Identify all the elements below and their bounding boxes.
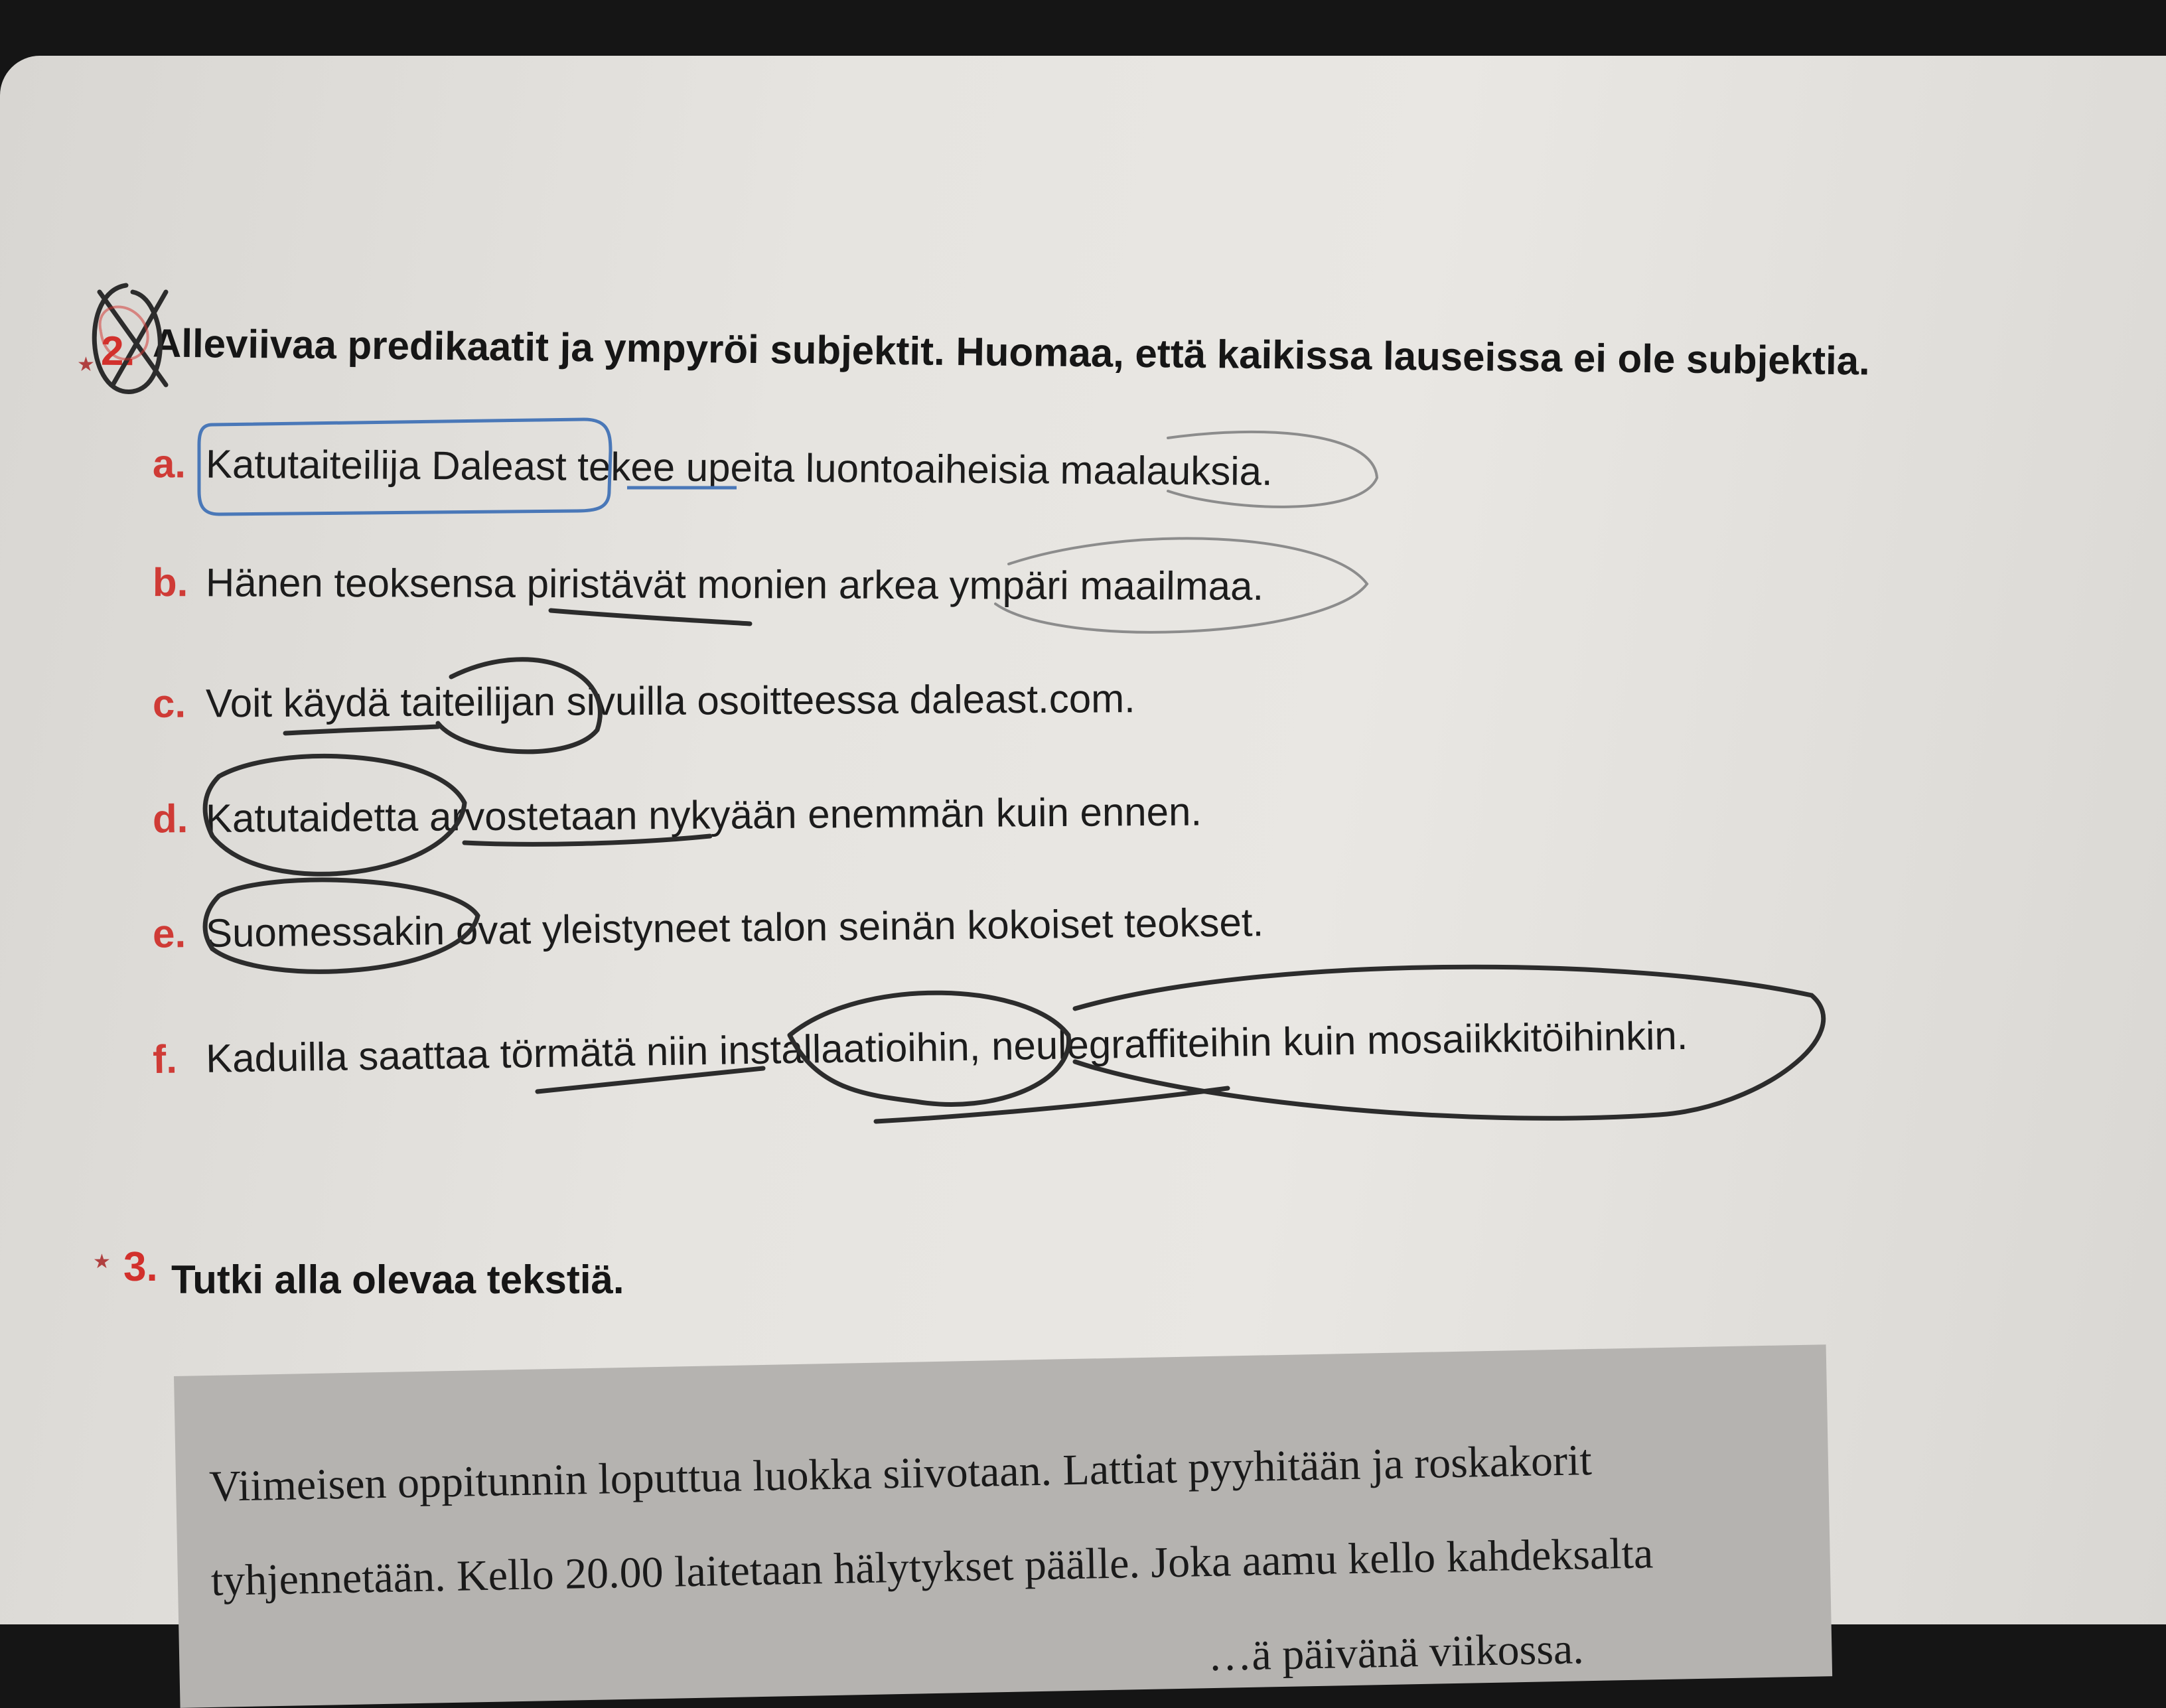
list-item bbox=[153, 676, 1135, 727]
exercise-3-number: 3. bbox=[123, 1244, 158, 1290]
item-letter: a. bbox=[152, 441, 186, 486]
list-item bbox=[153, 788, 1202, 841]
item-letter: b. bbox=[152, 560, 188, 605]
list-item bbox=[153, 441, 1273, 494]
item-text: Hänen teoksensa piristävät monien arkea ympäri maailmaa. bbox=[205, 560, 1264, 608]
text-line: Viimeisen oppitunnin loputtua luokka siivotaan. Lattiat pyyhitään ja roskakorit bbox=[208, 1436, 1593, 1512]
text-box bbox=[174, 1344, 1832, 1708]
star-icon: ★ bbox=[77, 354, 95, 376]
item-letter: e. bbox=[152, 911, 186, 956]
list-item bbox=[153, 559, 1264, 609]
exercise-2-instruction: Alleviivaa predikaatit ja ympyröi subjektit. Huomaa, että kaikissa lauseissa ei ole subjektia. bbox=[152, 320, 1871, 384]
workbook-page bbox=[0, 56, 2166, 1681]
list-item bbox=[153, 899, 1264, 957]
item-text: Kaduilla saattaa törmätä niin installaatioihin, neulegraffiteihin kuin mosaiikkitöihinkin. bbox=[205, 1013, 1688, 1081]
item-text: Voit käydä taiteilijan sivuilla osoitteessa daleast.com. bbox=[205, 676, 1135, 726]
item-text: Katutaidetta arvostetaan nykyään enemmän kuin ennen. bbox=[205, 789, 1202, 841]
exercise-3-instruction: Tutki alla olevaa tekstiä. bbox=[171, 1257, 624, 1302]
item-letter: f. bbox=[152, 1036, 178, 1082]
text-line: tyhjennetään. Kello 20.00 laitetaan hälytykset päälle. Joka aamu kello kahdeksalta bbox=[210, 1529, 1654, 1605]
item-text: Katutaiteilija Daleast tekee upeita luontoaiheisia maalauksia. bbox=[205, 441, 1273, 494]
item-text: Suomessakin ovat yleistyneet talon seinän kokoiset teokset. bbox=[205, 900, 1264, 956]
star-icon: ★ bbox=[93, 1251, 111, 1273]
exercise-2-number: 2. bbox=[100, 328, 136, 375]
text-line: …ä päivänä viikossa. bbox=[1207, 1624, 1585, 1681]
item-letter: d. bbox=[152, 796, 188, 841]
list-item bbox=[153, 1013, 1688, 1082]
item-letter: c. bbox=[152, 681, 186, 726]
